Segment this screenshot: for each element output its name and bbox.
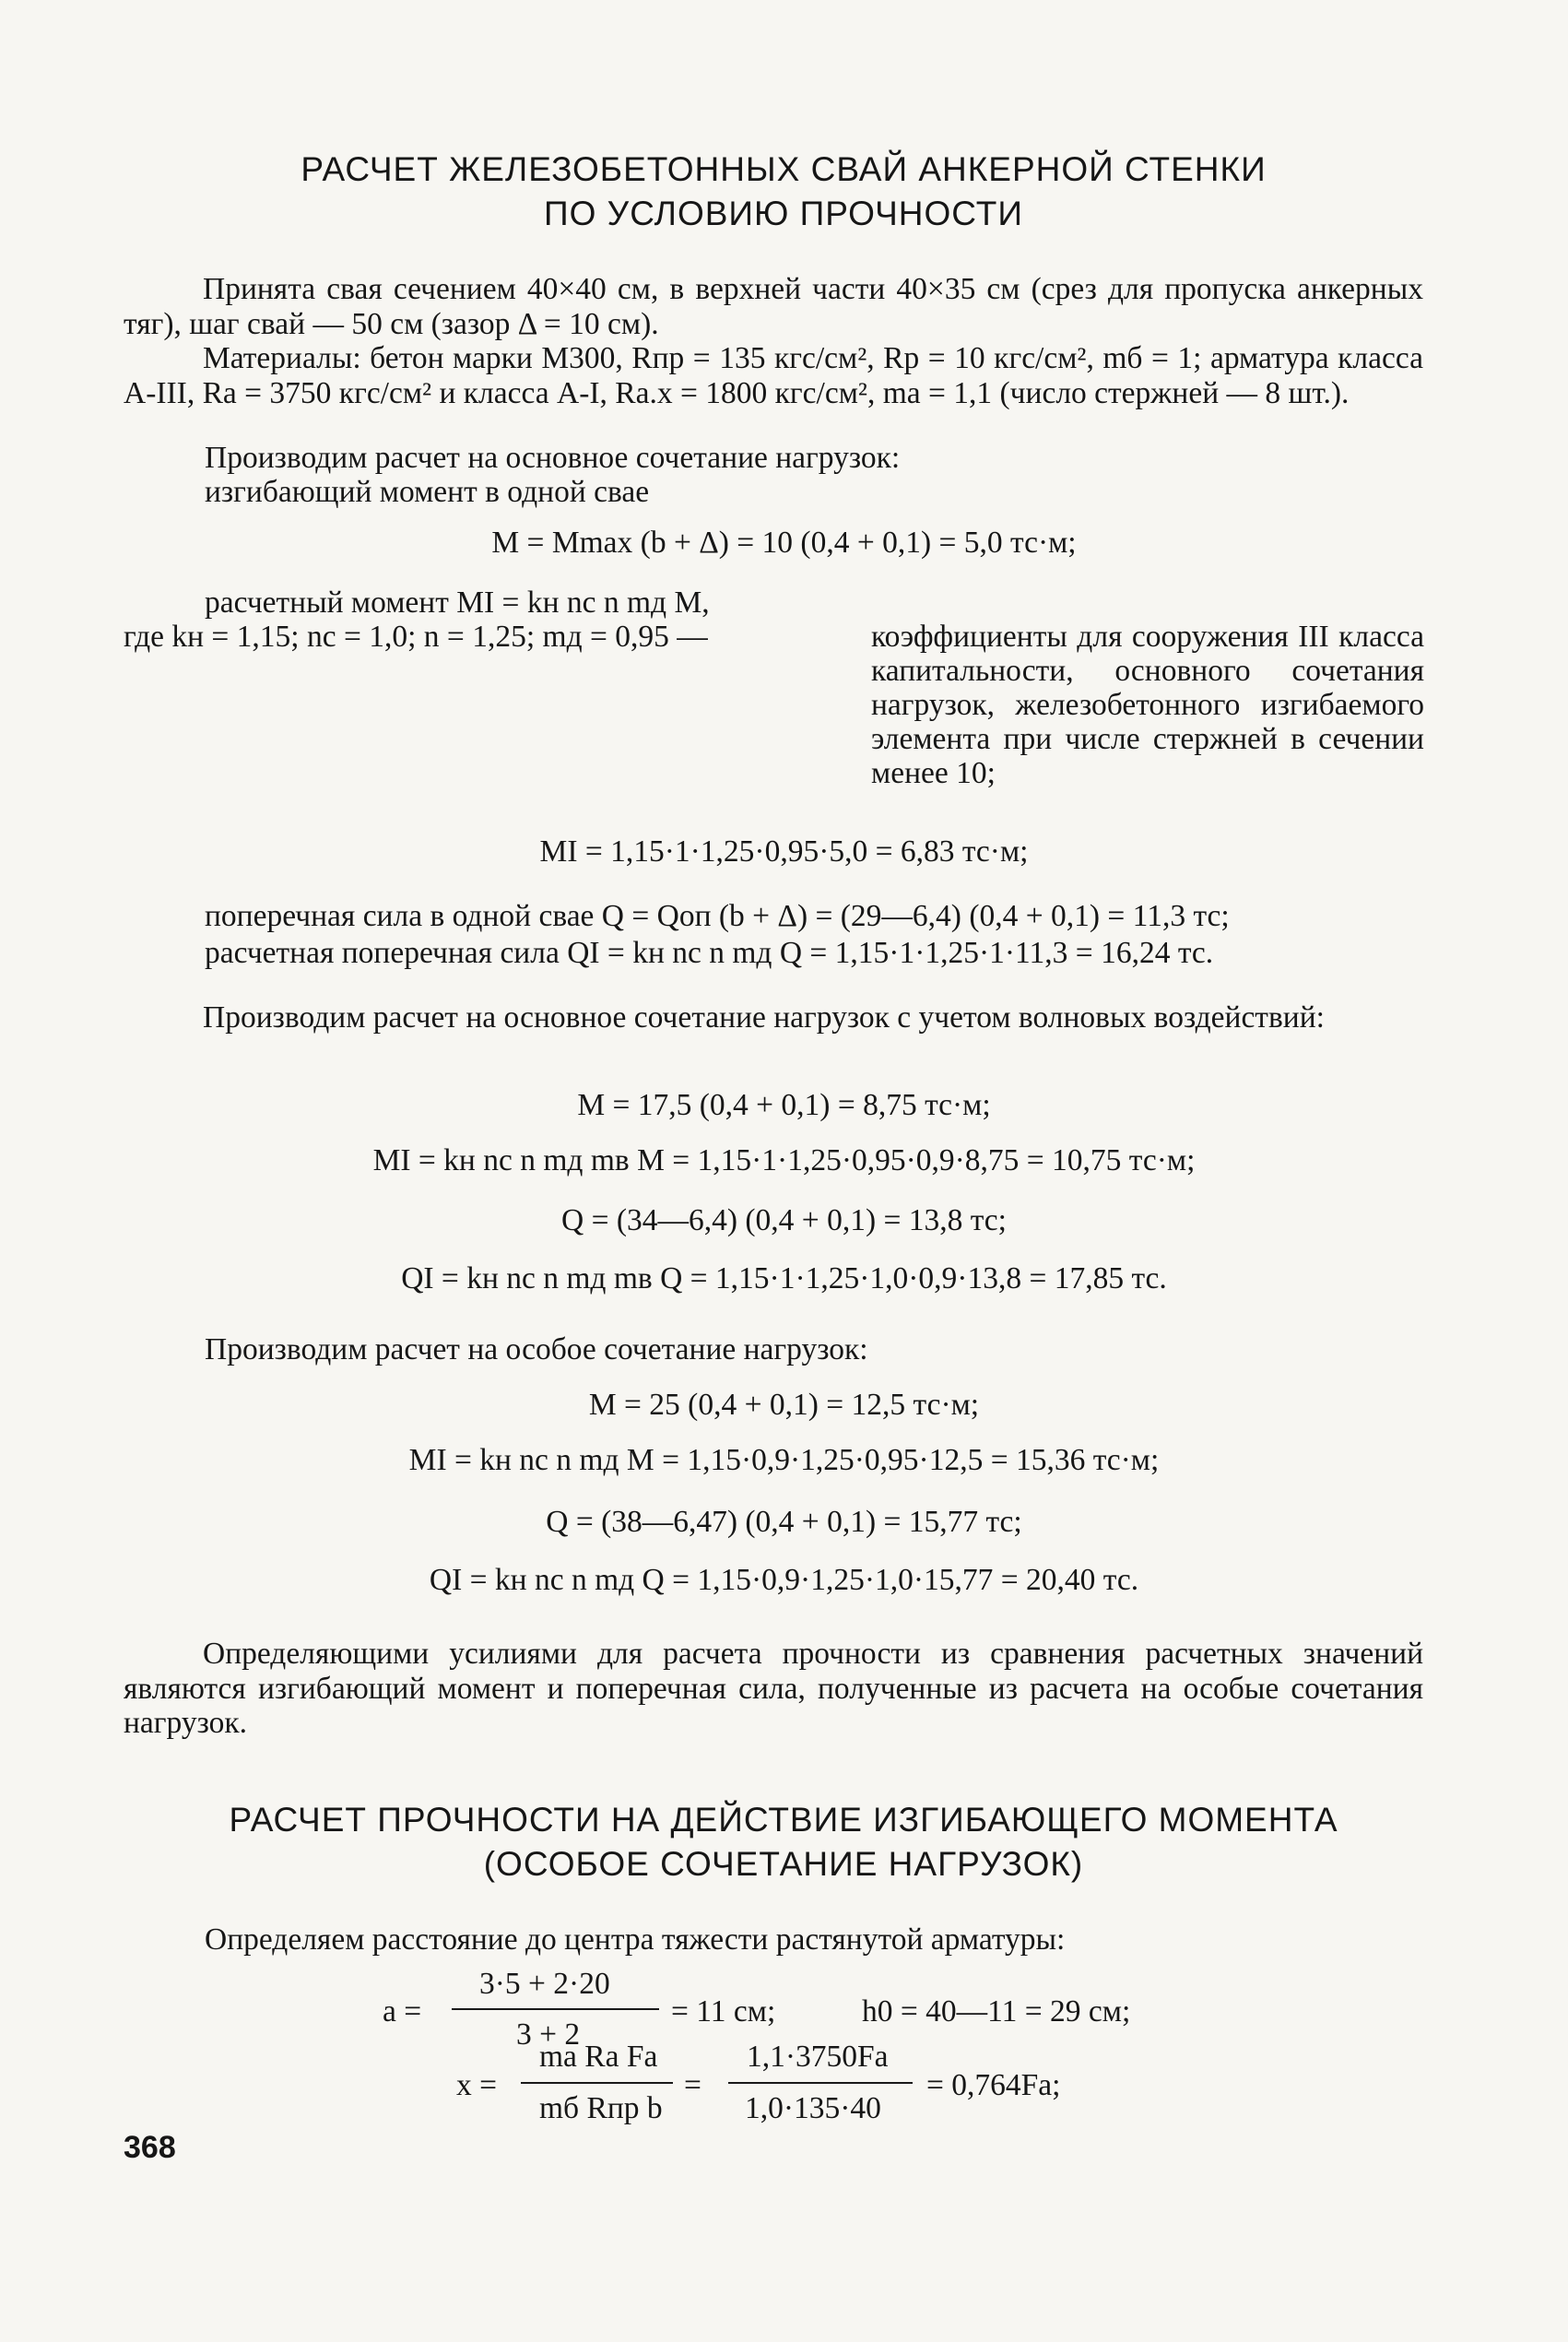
formula-wave-moment: M = 17,5 (0,4 + 0,1) = 8,75 тс·м; — [577, 1088, 991, 1122]
text-special-combination: Производим расчет на особое сочетание нагрузок: — [205, 1332, 868, 1366]
text-design-shear-force: расчетная поперечная сила QI = kн nс n mд Q = 1,15·1·1,25·1·11,3 = 16,24 тс. — [205, 936, 1214, 970]
formula-wave-design-shear: QI = kн nс n mд mв Q = 1,15·1·1,25·1,0·0,9·13,8 = 17,85 тс. — [401, 1261, 1167, 1295]
formula-special-moment: M = 25 (0,4 + 0,1) = 12,5 тс·м; — [588, 1388, 980, 1422]
heading-line: (ОСОБОЕ СОЧЕТАНИЕ НАГРУЗОК) — [483, 1845, 1084, 1883]
text-main-combination: Производим расчет на основное сочетание нагрузок: — [205, 441, 901, 475]
formula-wave-shear: Q = (34—6,4) (0,4 + 0,1) = 13,8 тс; — [561, 1203, 1007, 1237]
page-number: 368 — [124, 2130, 176, 2165]
heading-line: РАСЧЕТ ПРОЧНОСТИ НА ДЕЙСТВИЕ ИЗГИБАЮЩЕГО МОМЕНТА — [229, 1801, 1338, 1839]
section-heading-piles — [129, 148, 1438, 236]
formula-x-rhs: = 0,764Fа; — [926, 2068, 1061, 2102]
fraction-x-denominator-symbolic: mб Rпр b — [539, 2091, 663, 2125]
text-shear-force: поперечная сила в одной свае Q = Qоп (b + Δ) = (29—6,4) (0,4 + 0,1) = 11,3 тс; — [205, 899, 1230, 933]
formula-design-moment: MI = 1,15·1·1,25·0,95·5,0 = 6,83 тс·м; — [539, 834, 1029, 869]
text-reinforcement-centroid: Определяем расстояние до центра тяжести растянутой арматуры: — [205, 1922, 1066, 1957]
formula-a-lhs: a = — [383, 1994, 422, 2029]
fraction-x-denominator-numeric: 1,0·135·40 — [745, 2091, 881, 2125]
formula-moment: M = Mmax (b + Δ) = 10 (0,4 + 0,1) = 5,0 тс·м; — [491, 526, 1077, 560]
text-bending-moment: изгибающий момент в одной свае — [205, 475, 650, 509]
paragraph-wave-actions: Производим расчет на основное сочетание нагрузок с учетом волновых воздействий: — [203, 1000, 1325, 1035]
fraction-x-numerator-symbolic: mа Rа Fа — [539, 2040, 658, 2074]
paragraph-pile-section: Принята свая сечением 40×40 см, в верхней части 40×35 см (срез для пропуска анкерных тяг), шаг свай — 50 см (зазор Δ = 10 см). — [124, 272, 1423, 341]
fraction-bar — [521, 2082, 673, 2084]
fraction-bar — [452, 2008, 659, 2010]
fraction-a-denominator: 3 + 2 — [516, 2017, 581, 2052]
text-coefficients: где kн = 1,15; nс = 1,0; n = 1,25; mд = 0,95 — — [124, 620, 708, 654]
text-coefficient-description: коэффициенты для сооружения III класса капитальности, основного сочетания нагрузок, железобетонного изгибаемого элемента при числе стержней в сечении менее 10; — [871, 620, 1424, 790]
fraction-x-numerator-numeric: 1,1·3750Fа — [747, 2040, 889, 2074]
fraction-bar — [728, 2082, 913, 2084]
formula-special-design-shear: QI = kн nс n mд Q = 1,15·0,9·1,25·1,0·15,77 = 20,40 тс. — [429, 1563, 1139, 1597]
formula-x-equals: = — [684, 2068, 701, 2102]
heading-line: РАСЧЕТ ЖЕЛЕЗОБЕТОННЫХ СВАЙ АНКЕРНОЙ СТЕНКИ — [301, 150, 1267, 188]
formula-h0: h0 = 40—11 = 29 см; — [862, 1994, 1131, 2029]
text-design-moment: расчетный момент MI = kн nс n mд M, — [205, 586, 710, 620]
paragraph-conclusion: Определяющими усилиями для расчета прочности из сравнения расчетных значений являются изгибающий момент и поперечная сила, полученные из расчета на особые сочетания нагрузок. — [124, 1637, 1423, 1740]
paragraph-materials: Материалы: бетон марки М300, Rпр = 135 кгс/см², Rр = 10 кгс/см², mб = 1; арматура класса А-III, Rа = 3750 кгс/см² и класса А-I, Rа.х = 1800 кгс/см², mа = 1,1 (число стержней — 8 шт.). — [124, 341, 1423, 410]
formula-special-design-moment: MI = kн nс n mд M = 1,15·0,9·1,25·0,95·12,5 = 15,36 тс·м; — [408, 1443, 1160, 1477]
heading-line: ПО УСЛОВИЮ ПРОЧНОСТИ — [544, 195, 1023, 232]
formula-wave-design-moment: MI = kн nс n mд mв M = 1,15·1·1,25·0,95·0,9·8,75 = 10,75 тс·м; — [372, 1143, 1196, 1177]
formula-a-rhs: = 11 см; — [671, 1994, 776, 2029]
section-heading-bending — [129, 1798, 1438, 1887]
formula-special-shear: Q = (38—6,47) (0,4 + 0,1) = 15,77 тс; — [546, 1505, 1022, 1539]
fraction-a-numerator: 3·5 + 2·20 — [479, 1967, 610, 2001]
formula-x-lhs: x = — [456, 2068, 498, 2102]
